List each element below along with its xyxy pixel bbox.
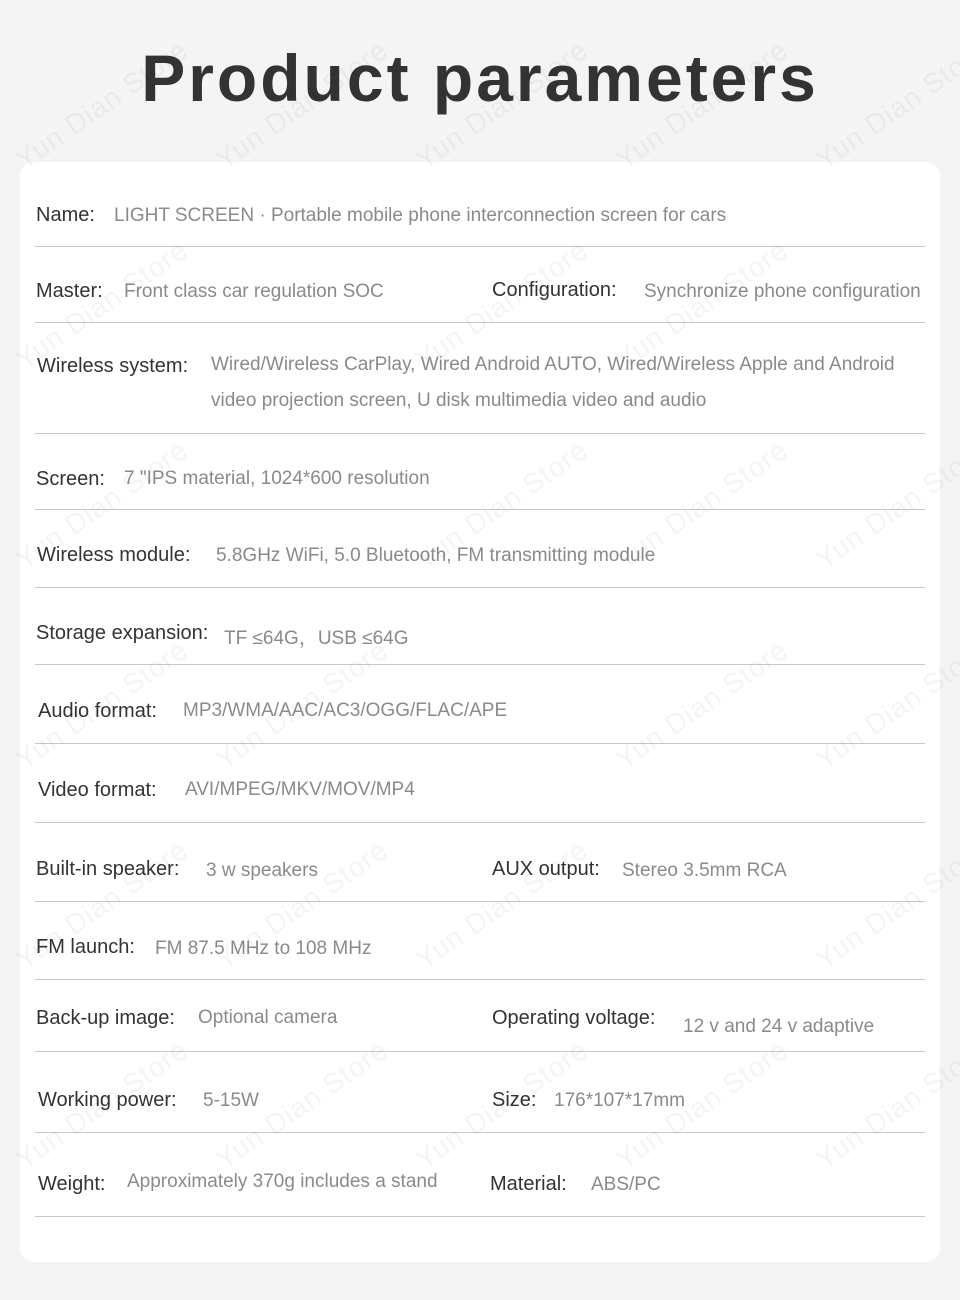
param-value-name: LIGHT SCREEN · Portable mobile phone interconnection screen for cars: [114, 205, 727, 226]
param-row-master-configuration: [35, 246, 925, 323]
param-label-video-format: Video format:: [38, 779, 157, 801]
param-row-wireless-system: [35, 322, 925, 434]
param-row-storage-expansion: [35, 587, 925, 665]
param-value-material: ABS/PC: [591, 1174, 661, 1195]
param-label-audio-format: Audio format:: [38, 700, 157, 722]
param-value-screen: 7 "IPS material, 1024*600 resolution: [124, 468, 430, 489]
param-value-master: Front class car regulation SOC: [124, 281, 384, 302]
param-value-wireless-system: Wired/Wireless CarPlay, Wired Android AUTO, Wired/Wireless Apple and Android video projection screen, U disk multimedia video and audio: [211, 354, 895, 411]
param-value-size: 176*107*17mm: [554, 1090, 685, 1111]
param-row-power-size: [35, 1051, 925, 1133]
param-value-audio-format: MP3/WMA/AAC/AC3/OGG/FLAC/APE: [183, 700, 508, 721]
param-label-operating-voltage: Operating voltage:: [492, 1007, 656, 1029]
param-label-size: Size:: [492, 1089, 537, 1111]
page-title: Product parameters: [141, 41, 819, 115]
param-value-configuration: Synchronize phone configuration: [644, 281, 921, 302]
param-label-back-up-image: Back-up image:: [36, 1007, 175, 1029]
param-label-aux-output: AUX output:: [492, 858, 600, 880]
param-row-audio-format: [35, 664, 925, 744]
param-label-working-power: Working power:: [38, 1089, 177, 1111]
param-label-name: Name:: [36, 204, 95, 226]
param-label-weight: Weight:: [38, 1173, 106, 1195]
param-label-master: Master:: [36, 280, 103, 302]
param-value-back-up-image: Optional camera: [198, 1007, 338, 1028]
param-row-fm-launch: [35, 901, 925, 980]
param-row-wireless-module: [35, 509, 925, 588]
parameters-card: [20, 162, 940, 1262]
param-value-fm-launch: FM 87.5 MHz to 108 MHz: [155, 938, 372, 959]
param-label-wireless-system: Wireless system:: [37, 355, 189, 377]
param-row-name: [35, 162, 925, 247]
param-value-video-format: AVI/MPEG/MKV/MOV/MP4: [185, 779, 415, 800]
param-label-material: Material:: [490, 1173, 567, 1195]
param-label-wireless-module: Wireless module:: [37, 544, 191, 566]
param-value-aux-output: Stereo 3.5mm RCA: [622, 860, 787, 881]
param-row-weight-material: [35, 1132, 925, 1217]
param-value-weight: Approximately 370g includes a stand: [127, 1171, 438, 1192]
param-value-operating-voltage: 12 v and 24 v adaptive: [683, 1016, 875, 1037]
param-row-screen: [35, 433, 925, 510]
param-row-backup-voltage: [35, 979, 925, 1052]
param-value-built-in-speaker: 3 w speakers: [206, 860, 318, 881]
param-row-speaker-aux: [35, 822, 925, 902]
param-row-video-format: [35, 743, 925, 823]
param-label-built-in-speaker: Built-in speaker:: [36, 858, 180, 880]
param-value-wireless-module: 5.8GHz WiFi, 5.0 Bluetooth, FM transmitting module: [216, 545, 656, 566]
param-label-configuration: Configuration:: [492, 279, 617, 301]
param-label-fm-launch: FM launch:: [36, 936, 135, 958]
param-label-storage-expansion: Storage expansion:: [36, 622, 209, 644]
param-value-working-power: 5-15W: [203, 1090, 259, 1111]
param-label-screen: Screen:: [36, 468, 105, 490]
param-value-storage-expansion: TF ≤64G，USB ≤64G: [224, 628, 409, 649]
